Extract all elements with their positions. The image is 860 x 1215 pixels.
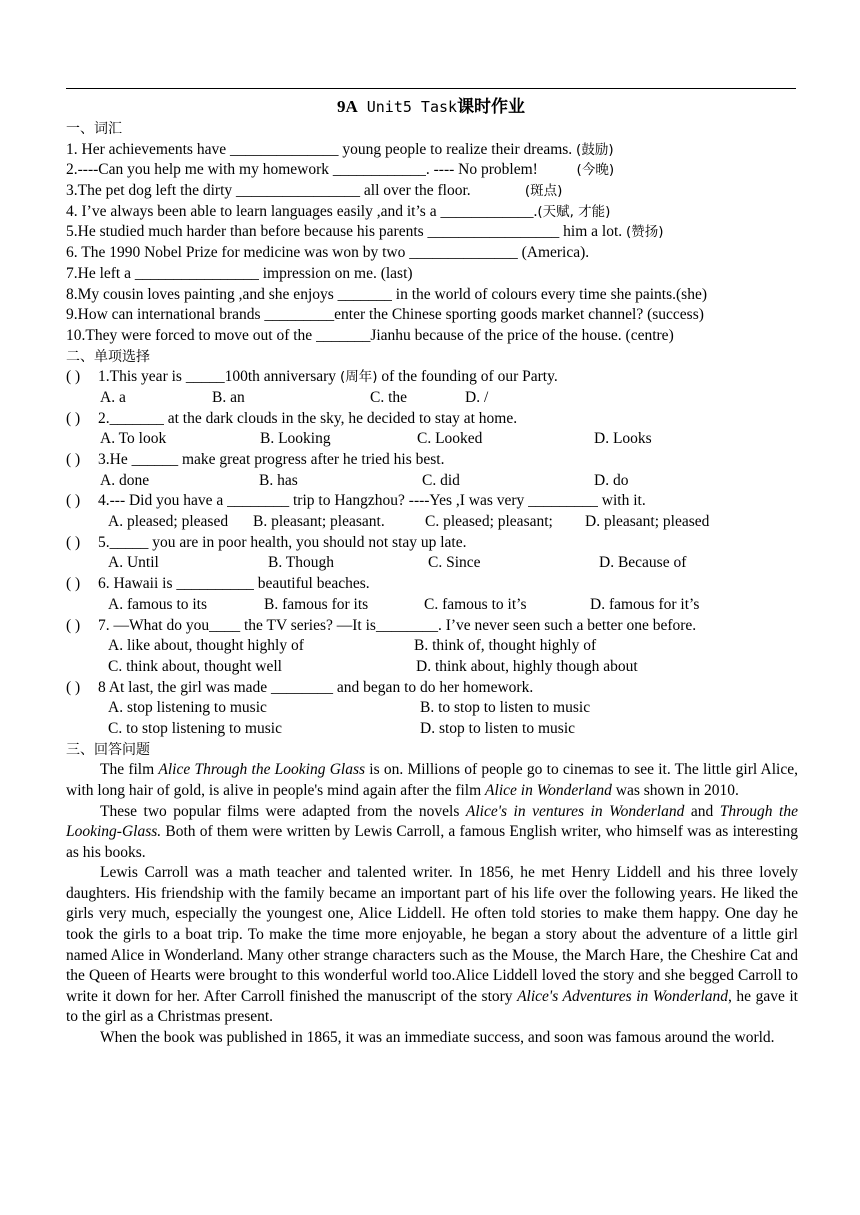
reading-paragraph-2: These two popular films were adapted from the novels Alice's in ventures in Wonderland and Through the Looking-Glass. Both of them were written by Lewis Carroll, a famous English writer, who himself was as interesting as his books.: [66, 802, 798, 861]
reading-paragraph-3: Lewis Carroll was a math teacher and talented writer. In 1856, he met Henry Liddell and his three lovely daughters. His friendship with the family became an important part of his life over the following years. He liked the girls very much, especially the youngest one, Alice Liddell. He often told stories to make them happy. One day he took the girls to a boat trip. To make the time more enjoyable, he began a story about the adventure of a little girl named Alice in Wonderland. Many other strange characters such as the Mouse, the March Hare, the Cheshire Cat and the Queen of Hearts were brought to this wonderful world too.Alice Liddell loved the story and she begged Carroll to write it down for her. After Carroll finished the manuscript of the story Alice's Adventures in Wonderland, he gave it to the girl as a Christmas present.: [66, 864, 798, 1026]
vocab-item-6: [66, 243, 798, 264]
question-6-options: [66, 595, 798, 616]
vocab-sentence: 10.They were forced to move out of the _______Jianhu because of the price of the house. (centre): [66, 326, 674, 344]
question-3: [66, 450, 798, 471]
reading-paragraph-4: When the book was published in 1865, it was an immediate success, and soon was famous around the world.: [100, 1029, 775, 1047]
question-text: 8 At last, the girl was made ________ and began to do her homework.: [98, 678, 534, 696]
vocab-sentence: 6. The 1990 Nobel Prize for medicine was won by two ______________ (America).: [66, 244, 590, 262]
question-1: [66, 367, 798, 388]
question-hint: (周年): [339, 369, 378, 386]
option-d: D. Looks: [594, 430, 652, 448]
question-8: [66, 678, 798, 699]
option-d: D. Because of: [599, 554, 687, 572]
vocab-item-3: [66, 181, 798, 202]
reading-paragraph-1: The film Alice Through the Looking Glass is on. Millions of people go to cinemas to see it. The little girl Alice, with long hair of gold, is alive in people's mind again after the film Alice in Wonderland was shown in 2010.: [66, 761, 798, 799]
option-a: A. like about, thought highly of: [108, 637, 304, 655]
option-a: A. famous to its: [108, 595, 208, 613]
section-multiple-choice-heading: 二、单项选择: [66, 348, 150, 365]
vocab-sentence: 1. Her achievements have ______________ young people to realize their dreams.: [66, 140, 577, 158]
vocab-item-8: [66, 285, 798, 306]
vocab-hint: (斑点): [524, 183, 563, 200]
question-8-options-row-1: [66, 698, 798, 719]
worksheet-content: [66, 119, 798, 1049]
option-d: D. /: [465, 388, 489, 406]
vocab-item-1: [66, 140, 798, 161]
question-5: [66, 533, 798, 554]
question-7-options-row-2: [66, 657, 798, 678]
vocab-sentence: 5.He studied much harder than before because his parents _________________ him a lot.: [66, 223, 627, 241]
vocab-hint: (今晚): [576, 162, 615, 179]
question-5-options: [66, 553, 798, 574]
option-b: B. pleasant; pleasant.: [253, 513, 385, 531]
question-text: 3.He ______ make great progress after he tried his best.: [98, 451, 445, 468]
answer-bracket: ( ): [66, 575, 81, 593]
option-c: C. pleased; pleasant;: [425, 513, 553, 531]
question-text: 5._____ you are in poor health, you should not stay up late.: [98, 533, 467, 551]
option-a: A. done: [100, 471, 150, 489]
answer-bracket: ( ): [66, 533, 81, 551]
vocab-hint: (天赋, 才能): [537, 203, 611, 220]
vocab-sentence: 7.He left a ________________ impression on me. (last): [66, 264, 413, 282]
question-text: of the founding of our Party.: [377, 368, 558, 386]
answer-bracket: ( ): [66, 451, 81, 468]
vocab-item-10: [66, 326, 798, 347]
page-title: [66, 96, 796, 118]
question-3-options: [66, 471, 798, 492]
vocab-item-2: [66, 160, 798, 181]
vocab-item-7: [66, 264, 798, 285]
question-text: 1.This year is _____100th anniversary: [98, 368, 340, 386]
answer-bracket: ( ): [66, 678, 81, 696]
option-c: C. the: [370, 388, 408, 406]
question-text: 4.--- Did you have a ________ trip to Hangzhou? ----Yes ,I was very _________ with it.: [98, 492, 646, 510]
section-vocabulary-heading: 一、词汇: [66, 121, 122, 137]
option-d: D. think about, highly though about: [416, 657, 638, 675]
answer-bracket: ( ): [66, 492, 81, 510]
vocab-sentence: 2.----Can you help me with my homework ____________. ---- No problem!: [66, 161, 577, 179]
question-2: [66, 409, 798, 430]
title-grade: 9A: [336, 97, 358, 116]
film-title: Alice Through the Looking Glass: [158, 761, 366, 779]
section-reading-heading: 三、回答问题: [66, 741, 150, 758]
question-4: [66, 491, 798, 512]
vocab-hint: (赞扬): [626, 224, 664, 241]
question-8-options-row-2: [66, 719, 798, 740]
vocab-sentence: 4. I’ve always been able to learn languages easily ,and it’s a ____________.: [66, 202, 538, 220]
novel-title: Alice's in ventures in Wonderland: [465, 802, 685, 820]
film-title: Alice in Wonderland: [485, 781, 612, 799]
story-title: Alice's Adventures in Wonderland: [517, 987, 729, 1005]
option-c: C. to stop listening to music: [108, 719, 282, 737]
question-2-options: [66, 429, 798, 450]
answer-bracket: ( ): [66, 616, 81, 634]
option-d: D. famous for it’s: [590, 595, 700, 613]
option-c: C. Looked: [417, 430, 483, 448]
vocab-item-5: [66, 222, 798, 243]
option-b: B. to stop to listen to music: [420, 699, 591, 717]
novel-title: Through the Looking-Glass.: [66, 802, 798, 841]
question-4-options: [66, 512, 798, 533]
question-text: 2._______ at the dark clouds in the sky, he decided to stay at home.: [98, 409, 518, 427]
vocab-sentence: 8.My cousin loves painting ,and she enjoys _______ in the world of colours every time she paints.(she): [66, 285, 707, 303]
vocab-hint: (鼓励): [576, 141, 614, 158]
question-text: 7. —What do you____ the TV series? —It is________. I’ve never seen such a better one before.: [98, 616, 697, 634]
option-b: B. think of, thought highly of: [414, 637, 597, 655]
answer-bracket: ( ): [66, 368, 81, 386]
option-a: A. Until: [108, 554, 159, 572]
vocab-sentence: 3.The pet dog left the dirty ________________ all over the floor.: [66, 182, 525, 200]
option-b: B. Though: [268, 554, 335, 572]
option-c: C. think about, thought well: [108, 657, 282, 675]
question-1-options: [66, 388, 798, 409]
title-unit: Unit5 Task: [357, 98, 458, 116]
title-homework: 课时作业: [457, 97, 526, 116]
option-b: B. an: [212, 388, 245, 406]
multiple-choice-list: [66, 367, 798, 615]
option-a: A. pleased; pleased: [108, 513, 229, 531]
answer-bracket: ( ): [66, 409, 81, 427]
option-b: B. famous for its: [264, 595, 369, 613]
vocab-sentence: 9.How can international brands _________enter the Chinese sporting goods market channel? (success): [66, 306, 704, 324]
header-rule: [66, 88, 796, 89]
option-a: A. stop listening to music: [108, 699, 267, 717]
question-7: [66, 616, 798, 637]
option-a: A. To look: [100, 430, 167, 448]
option-c: C. did: [422, 471, 460, 489]
option-d: D. do: [594, 471, 629, 489]
option-b: B. Looking: [260, 430, 331, 448]
vocabulary-list: [66, 140, 798, 347]
option-c: C. famous to it’s: [424, 595, 527, 613]
question-text: 6. Hawaii is __________ beautiful beaches.: [98, 575, 370, 593]
question-7-options-row-1: [66, 636, 798, 657]
option-c: C. Since: [428, 554, 481, 572]
option-b: B. has: [259, 471, 298, 489]
vocab-item-9: [66, 305, 798, 326]
option-d: D. pleasant; pleased: [585, 513, 710, 531]
option-a: A. a: [100, 388, 126, 406]
vocab-item-4: [66, 202, 798, 223]
question-6: [66, 574, 798, 595]
option-d: D. stop to listen to music: [420, 719, 575, 737]
